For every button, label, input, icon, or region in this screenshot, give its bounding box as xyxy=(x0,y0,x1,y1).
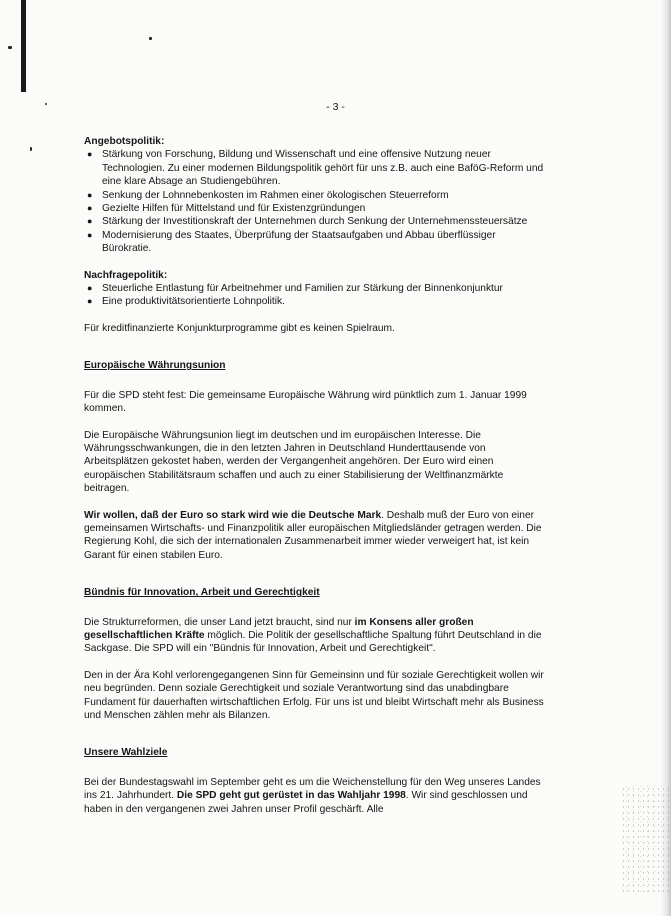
bullet-icon: ● xyxy=(87,203,93,214)
list-item xyxy=(84,229,544,256)
document-body xyxy=(84,135,544,816)
angebot-list xyxy=(84,148,544,255)
emphasis-text: Wir wollen, daß der Euro so stark wird wie die Deutsche Mark xyxy=(84,509,382,521)
bullet-icon: ● xyxy=(87,189,93,200)
bullet-icon: ● xyxy=(87,296,93,307)
paragraph-euro-1: Für die SPD steht fest: Die gemeinsame Europäische Währung wird pünktlich zum 1. Januar 1999 kommen. xyxy=(84,389,527,415)
heading-buendnis: Bündnis für Innovation, Arbeit und Gerechtigkeit xyxy=(84,587,320,599)
bullet-icon: ● xyxy=(87,229,93,240)
bullet-icon: ● xyxy=(87,149,93,160)
paragraph-konjunktur: Für kreditfinanzierte Konjunkturprogramme gibt es keinen Spielraum. xyxy=(84,322,395,334)
paragraph-buendnis-2: Den in der Ära Kohl verlorengegangenen Sinn für Gemeinsinn und für soziale Gerechtigkeit wollen wir neu begründen. Denn soziale Gerechtigkeit und soziale Verantwortung sind das unabdingbare Fundament für dauerhaften wirtschaftlichen Erfolg. Für uns ist und bleibt Wirtschaft mehr als Business und Menschen zählen mehr als Bilanzen. xyxy=(84,669,544,721)
heading-waehrungsunion: Europäische Währungsunion xyxy=(84,360,226,372)
bullet-icon: ● xyxy=(87,216,93,227)
bullet-icon: ● xyxy=(87,283,93,294)
heading-angebotspolitik: Angebotspolitik: xyxy=(84,136,165,147)
scan-speck xyxy=(30,147,32,151)
list-item xyxy=(84,215,544,228)
paragraph-text: . Wir sind geschlossen und haben in den vergangenen zwei Jahren unser Profil geschärft. Alle xyxy=(84,790,528,815)
list-item-text: Stärkung der Investitionskraft der Unternehmen durch Senkung der Unternehmenssteuersätze xyxy=(102,216,528,228)
paragraph-euro-3 xyxy=(84,509,544,563)
scan-noise xyxy=(621,786,669,896)
emphasis-text: Die SPD geht gut gerüstet in das Wahljahr 1998 xyxy=(176,790,406,802)
list-item-text: Eine produktivitätsorientierte Lohnpolitik. xyxy=(102,296,285,308)
list-item xyxy=(84,189,544,202)
page-number: - 3 - xyxy=(326,101,345,113)
list-item-text: Senkung der Lohnnebenkosten im Rahmen einer ökologischen Steuerreform xyxy=(102,189,449,201)
heading-nachfragepolitik: Nachfragepolitik: xyxy=(84,269,168,281)
nachfrage-list xyxy=(84,282,544,309)
paragraph-buendnis-1 xyxy=(84,616,544,656)
list-item xyxy=(84,202,544,215)
list-item xyxy=(84,295,544,308)
list-item-text: Gezielte Hilfen für Mittelstand und für Existenzgründungen xyxy=(102,203,366,215)
paragraph-text: Bei der Bundestagswahl im September geht es um die Weichenstellung für den Weg unseres Landes ins 21. Jahrhundert. xyxy=(84,776,541,802)
scan-speck xyxy=(149,37,152,40)
scan-right-shadow xyxy=(661,0,671,916)
list-item-text: Modernisierung des Staates, Überprüfung der Staatsaufgaben und Abbau überflüssiger Bürokratie. xyxy=(102,229,496,255)
paragraph-text: Die Strukturreformen, die unser Land jetzt braucht, sind nur xyxy=(84,616,355,628)
list-item-text: Steuerliche Entlastung für Arbeitnehmer und Familien zur Stärkung der Binnenkonjunktur xyxy=(102,283,503,295)
scan-edge-bar xyxy=(21,0,26,92)
list-item xyxy=(84,282,544,295)
paragraph-euro-2: Die Europäische Währungsunion liegt im deutschen und im europäischen Interesse. Die Währungsschwankungen, die in den letzten Jahren in Deutschland Hunderttausende von Arbeitsplätzen gekostet haben, werden der Vergangenheit angehören. Der Euro wird einen europäischen Stabilitätsraum schaffen und auch zu einer Stabilisierung der Weltfinanzmärkte beitragen. xyxy=(84,429,504,495)
list-item xyxy=(84,148,544,188)
paragraph-wahlziele-1 xyxy=(84,776,544,816)
list-item-text: Stärkung von Forschung, Bildung und Wissenschaft und eine offensive Nutzung neuer Technologien. Zu einer modernen Bildungspolitik gehört für uns z.B. auch eine BaföG-Reform und eine klare Absage an Studiengebühren. xyxy=(102,149,544,188)
paragraph-text: . Deshalb muß der Euro von einer gemeinsamen Wirtschafts- und Finanzpolitik aller europäischen Mitgliedsländer getragen werden. Die Regierung Kohl, die sich der internationalen Zusammenarbeit immer wieder verweigert hat, ist kein Garant für einen stabilen Euro. xyxy=(84,509,542,561)
paragraph-text: möglich. Die Politik der gesellschaftliche Spaltung führt Deutschland in die Sackgase. Die SPD will ein "Bündnis für Innovation, Arbeit und Gerechtigkeit". xyxy=(84,629,542,655)
scan-speck xyxy=(8,46,12,49)
heading-wahlziele: Unsere Wahlziele xyxy=(84,747,168,759)
emphasis-text: im Konsens aller großen gesellschaftlichen Kräfte xyxy=(84,616,474,641)
